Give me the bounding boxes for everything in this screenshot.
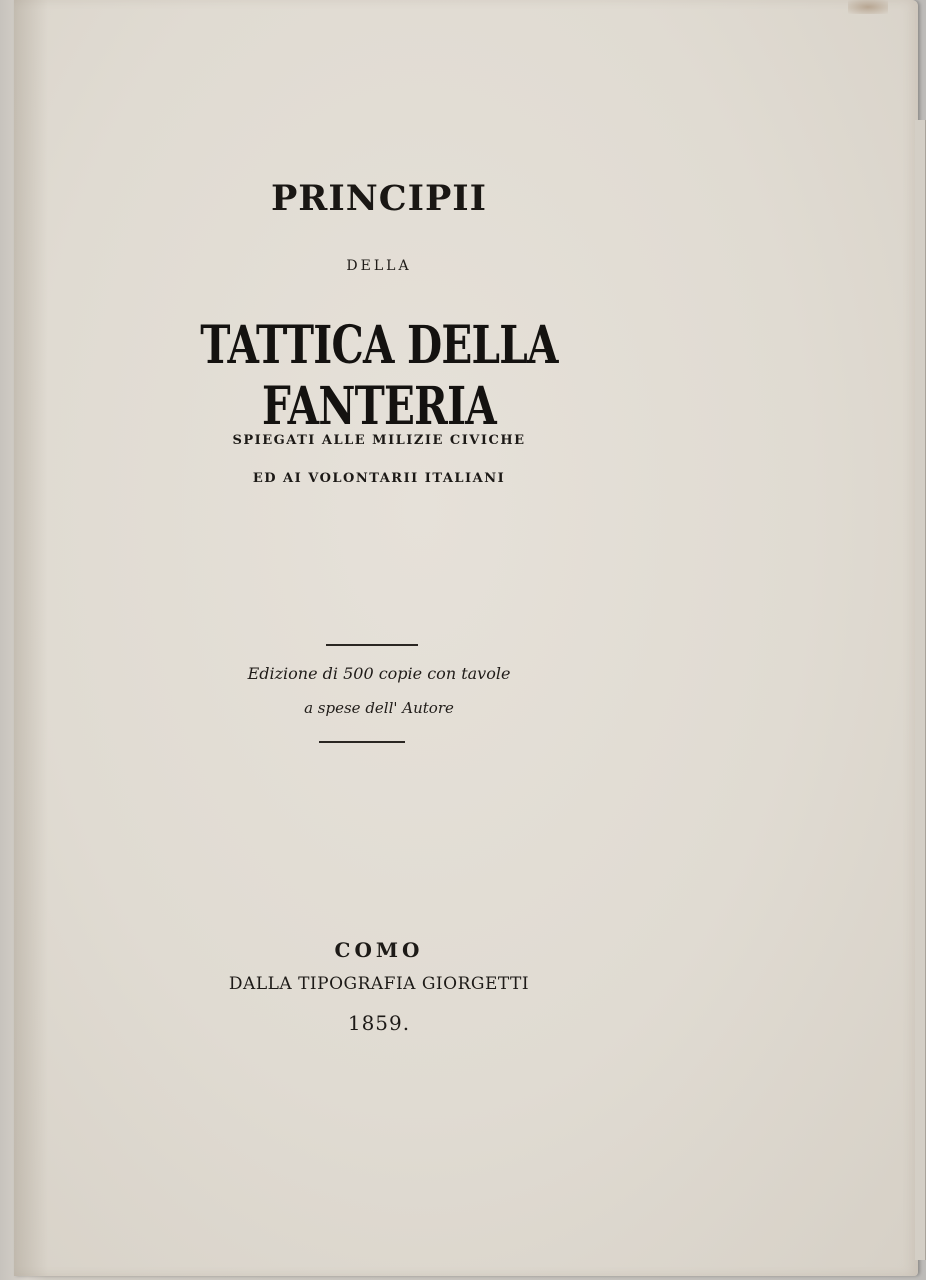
paper-stain: [848, 0, 888, 14]
book-title-della: DELLA: [346, 258, 412, 274]
book-title-principii: PRINCIPII: [270, 178, 488, 219]
edition-note-line-1: Edizione di 500 copie con tavole: [247, 664, 511, 683]
subtitle-line-2: ED AI VOLONTARII ITALIANI: [252, 471, 506, 486]
divider-rule-bottom: [319, 741, 405, 743]
divider-rule-top: [326, 644, 418, 646]
title-page: [14, 0, 918, 1276]
imprint-year: 1859.: [347, 1011, 411, 1035]
page-edge: [915, 120, 926, 1260]
edition-note-line-2: a spese dell' Autore: [304, 699, 454, 717]
subtitle-line-1: SPIEGATI ALLE MILIZIE CIVICHE: [232, 433, 526, 448]
imprint-city: COMO: [334, 938, 424, 962]
book-title-tattica: TATTICA DELLA FANTERIA: [200, 315, 558, 437]
imprint-printer: DALLA TIPOGRAFIA GIORGETTI: [228, 974, 530, 994]
